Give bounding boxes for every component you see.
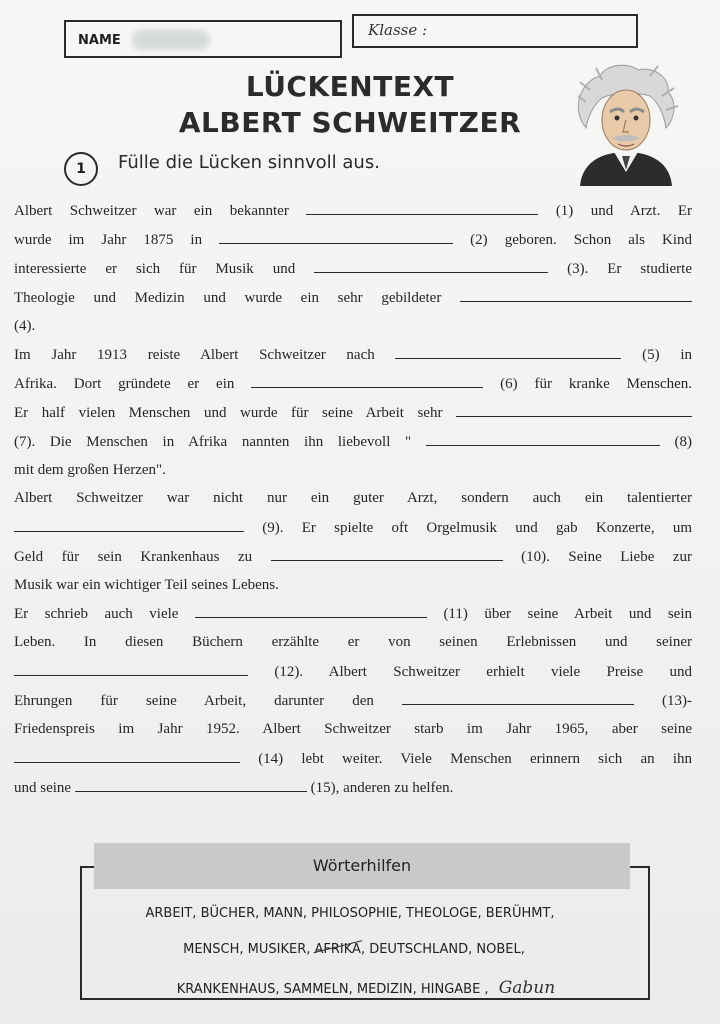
name-label: NAME xyxy=(78,33,121,48)
text-line: Geld für sein Krankenhaus zu (10). Seine Liebe zur xyxy=(14,549,693,565)
text-line: (7). Die Menschen in Afrika nannten ihn liebevoll " (8) xyxy=(14,434,692,450)
blank-2[interactable] xyxy=(219,231,453,244)
blank-12[interactable] xyxy=(14,663,248,676)
text-line: Musik war ein wichtiger Teil seines Lebens. xyxy=(14,577,279,593)
page-title-line2: ALBERT SCHWEITZER xyxy=(178,106,522,139)
handwritten-word: Gabun xyxy=(498,978,556,998)
blank-10[interactable] xyxy=(271,548,503,561)
text-line: Afrika. Dort gründete er ein (6) für kranke Menschen. xyxy=(14,376,693,392)
text-line: wurde im Jahr 1875 in (2) geboren. Schon als Kind xyxy=(14,232,693,248)
text-line: Theologie und Medizin und wurde ein sehr gebildeter xyxy=(14,289,692,307)
text-line: (14) lebt weiter. Viele Menschen erinnern sich an ihn xyxy=(14,750,692,768)
text-line: Ehrungen für seine Arbeit, darunter den (13)- xyxy=(14,693,693,709)
blank-9[interactable] xyxy=(14,519,244,532)
text-line: mit dem großen Herzen". xyxy=(14,462,166,478)
text-line: Leben. In diesen Büchern erzählte er von seinen Erlebnissen und seiner xyxy=(14,634,692,650)
blank-8[interactable] xyxy=(426,433,660,446)
text-line: Albert Schweitzer war nicht nur ein guter Arzt, sondern auch ein talentierter xyxy=(14,490,692,506)
blank-6[interactable] xyxy=(251,375,483,388)
text-line: (4). xyxy=(14,318,36,334)
crossed-out-word: AFRIKA xyxy=(314,942,361,957)
blank-7[interactable] xyxy=(456,404,692,417)
blank-13[interactable] xyxy=(402,692,634,705)
word-help-row: KRANKENHAUS, SAMMELN, MEDIZIN, HINGABE , Gabun xyxy=(176,978,556,998)
blank-11[interactable] xyxy=(195,605,427,618)
task-number-badge: 1 xyxy=(64,152,98,186)
task-instruction: Fülle die Lücken sinnvoll aus. xyxy=(118,152,380,173)
word-help-heading: Wörterhilfen xyxy=(94,843,630,889)
blank-3[interactable] xyxy=(314,260,548,273)
word-help-row: ARBEIT, BÜCHER, MANN, PHILOSOPHIE, THEOLOGE, BERÜHMT, xyxy=(145,906,555,921)
word-help-row: MENSCH, MUSIKER, AFRIKA, DEUTSCHLAND, NOBEL, xyxy=(183,942,525,957)
text-line: Er schrieb auch viele (11) über seine Arbeit und sein xyxy=(14,606,692,622)
text-line: Im Jahr 1913 reiste Albert Schweitzer nach (5) in xyxy=(14,347,693,363)
text-line: interessierte er sich für Musik und (3). Er studierte xyxy=(14,261,693,277)
text-line: (9). Er spielte oft Orgelmusik und gab Konzerte, um xyxy=(14,519,692,537)
klasse-field[interactable] xyxy=(352,14,638,48)
name-field[interactable] xyxy=(64,20,342,58)
blank-4[interactable] xyxy=(460,289,692,302)
klasse-label: Klasse : xyxy=(368,21,428,39)
text-line: und seine (15), anderen zu helfen. xyxy=(14,780,454,796)
text-line: Albert Schweitzer war ein bekannter (1) und Arzt. Er xyxy=(14,203,692,219)
blank-14[interactable] xyxy=(14,750,240,763)
text-line: (12). Albert Schweitzer erhielt viele Preise und xyxy=(14,663,692,681)
portrait-illustration xyxy=(572,62,680,186)
page-title-line1: LÜCKENTEXT xyxy=(245,70,455,103)
text-line: Friedenspreis im Jahr 1952. Albert Schweitzer starb im Jahr 1965, aber seine xyxy=(14,721,692,737)
blank-1[interactable] xyxy=(306,202,538,215)
text-line: Er half vielen Menschen und wurde für seine Arbeit sehr xyxy=(14,404,692,422)
redacted-name xyxy=(132,30,210,50)
blank-5[interactable] xyxy=(395,346,621,359)
blank-15[interactable] xyxy=(75,779,307,792)
